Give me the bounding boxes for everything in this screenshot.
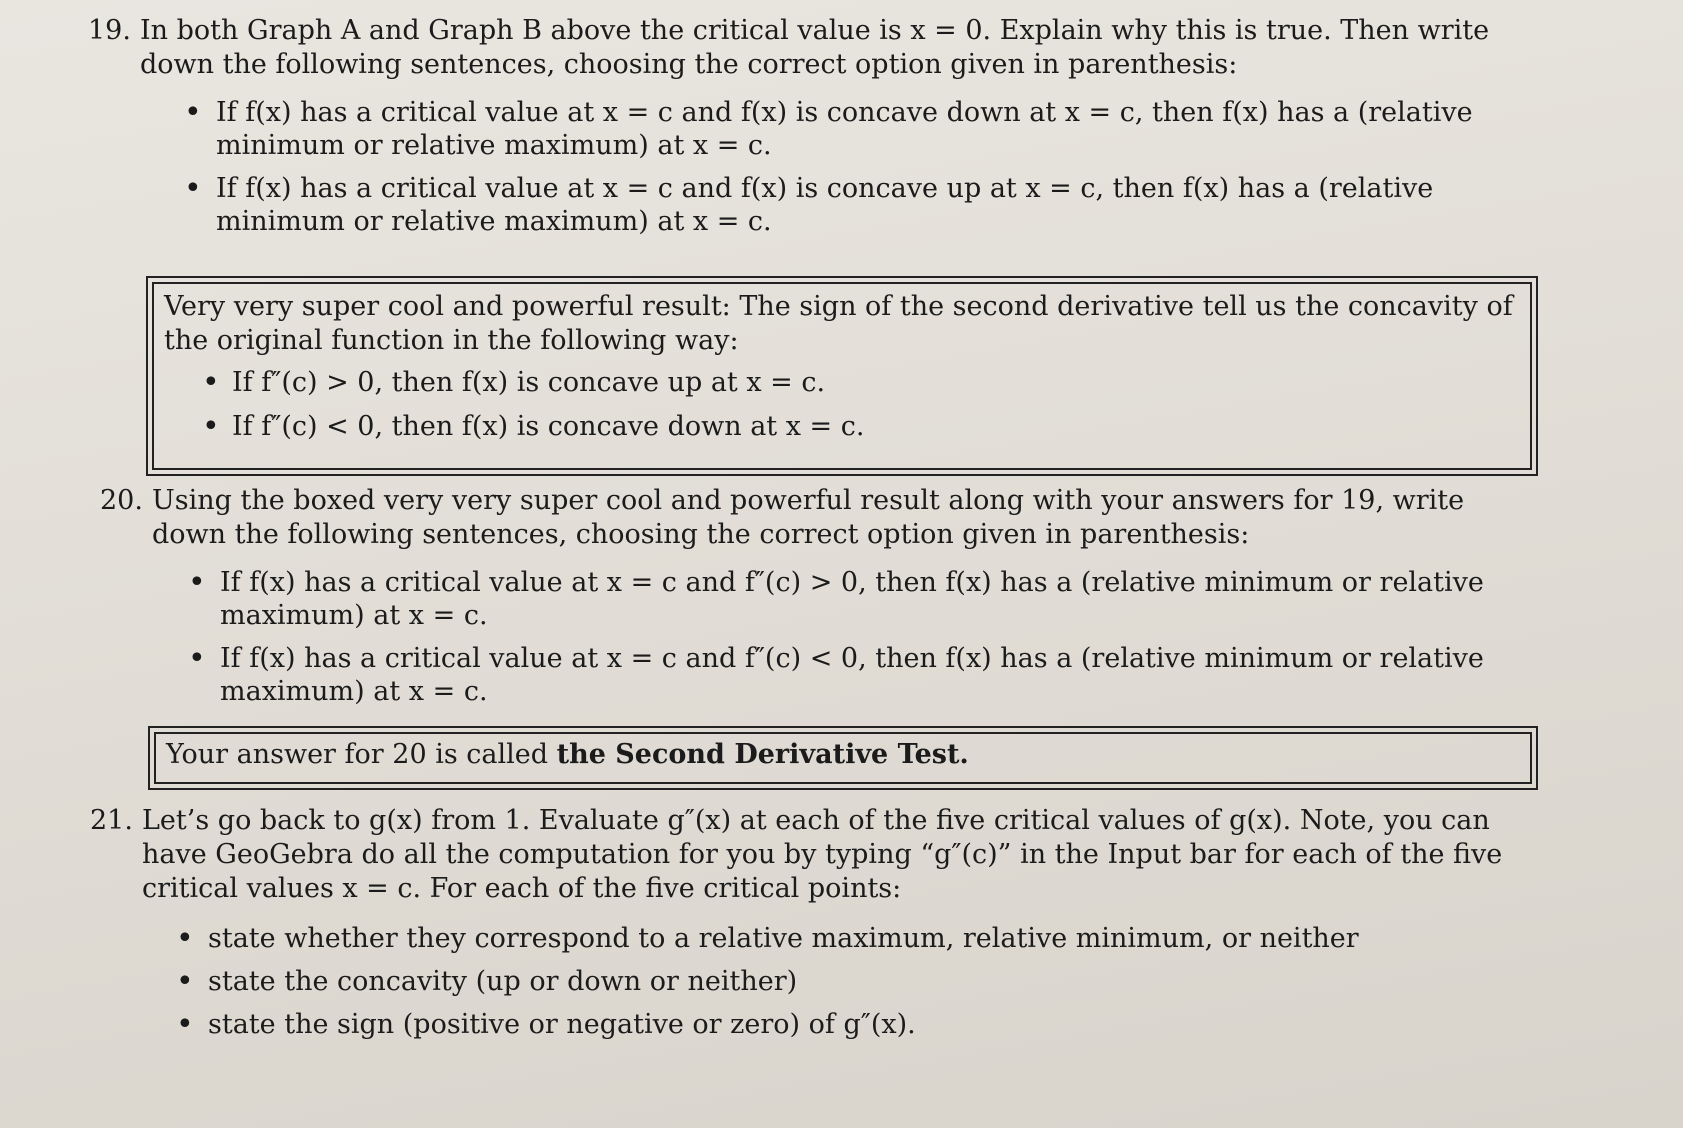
- question-number: 19.: [88, 15, 131, 46]
- result-bullet-list: [202, 366, 1520, 444]
- result-text: Very very super cool and powerful result: The sign of the second derivative tell us the concavity of the original function in the following way:: [164, 291, 1513, 356]
- result-box: [146, 276, 1538, 476]
- bullet-item: • If f(x) has a critical value at x = c and f″(c) < 0, then f(x) has a (relative minimum or relative maximum) at x = c.: [188, 642, 1540, 708]
- bullet-item: • If f″(c) > 0, then f(x) is concave up at x = c.: [202, 366, 1520, 400]
- box-text: Your answer for 20 is called: [166, 739, 557, 770]
- result-box-inner: [152, 282, 1532, 470]
- question-text: In both Graph A and Graph B above the critical value is x = 0. Explain why this is true. Then write down the following sentences, choosing the correct option given in parenthesis:: [140, 15, 1490, 80]
- bullet-item: • If f(x) has a critical value at x = c and f″(c) > 0, then f(x) has a (relative minimum or relative maximum) at x = c.: [188, 566, 1540, 632]
- second-derivative-test-box-inner: [154, 732, 1532, 784]
- question-text: Let’s go back to g(x) from 1. Evaluate g″(x) at each of the five critical values of g(x). Note, you can have GeoGebra do all the computation for you by typing “g″(c)” in the Input bar for each of the five critical values x = c. For each of the five critical points:: [142, 805, 1503, 904]
- question-21: [90, 804, 1550, 1051]
- box-bold-text: the Second Derivative Test.: [556, 739, 969, 770]
- question-number: 21.: [90, 805, 133, 836]
- bullet-item: • state the concavity (up or down or neither): [176, 965, 1550, 998]
- bullet-item: • state the sign (positive or negative or zero) of g″(x).: [176, 1008, 1550, 1041]
- bullet-list: [188, 566, 1540, 708]
- bullet-list: [184, 96, 1568, 238]
- bullet-item: • If f″(c) < 0, then f(x) is concave down at x = c.: [202, 410, 1520, 444]
- question-text: Using the boxed very very super cool and powerful result along with your answers for 19, write down the following sentences, choosing the correct option given in parenthesis:: [152, 485, 1465, 550]
- bullet-list: [176, 922, 1550, 1041]
- question-20: [100, 484, 1540, 718]
- bullet-item: • If f(x) has a critical value at x = c and f(x) is concave down at x = c, then f(x) has a (relative minimum or relative maximum) at x = c.: [184, 96, 1568, 162]
- question-number: 20.: [100, 485, 143, 516]
- question-19: [88, 14, 1568, 248]
- bullet-item: • state whether they correspond to a relative maximum, relative minimum, or neither: [176, 922, 1550, 955]
- second-derivative-test-box: [148, 726, 1538, 790]
- bullet-item: • If f(x) has a critical value at x = c and f(x) is concave up at x = c, then f(x) has a (relative minimum or relative maximum) at x = c.: [184, 172, 1568, 238]
